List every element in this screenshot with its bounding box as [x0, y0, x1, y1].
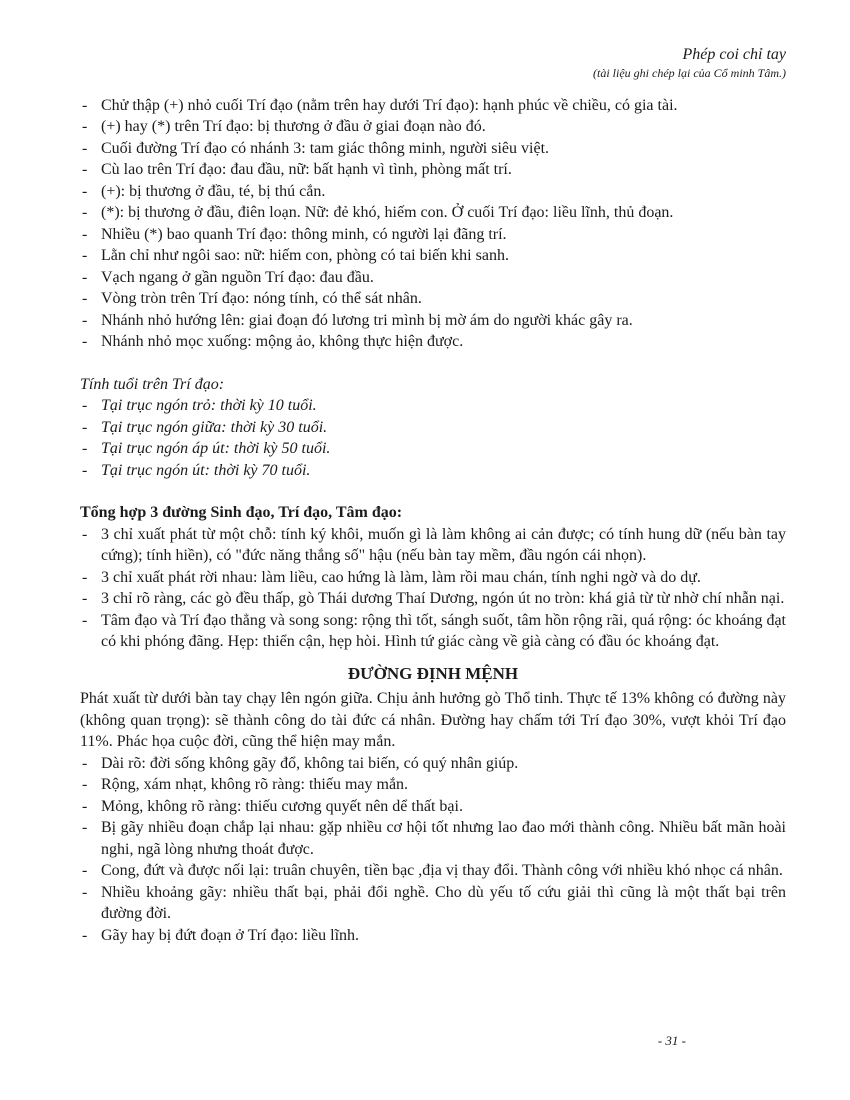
list-item-text: Cuối đường Trí đạo có nhánh 3: tam giác thông minh, người siêu việt.	[101, 139, 550, 157]
document-title: Phép coi chỉ tay	[682, 46, 786, 63]
list-item	[80, 524, 786, 567]
list-item	[80, 925, 786, 947]
dash-marker: -	[82, 883, 88, 901]
list-item-text: 3 chỉ rõ ràng, các gò đều thấp, gò Thái dương Thaí Dương, ngón út no tròn: khá giả từ từ nhờ chí nhẫn nại.	[101, 590, 785, 607]
list-item	[80, 796, 786, 818]
list-item	[80, 116, 786, 138]
list-item	[80, 138, 786, 160]
list-item	[80, 245, 786, 267]
list-item-text: Nhiều (*) bao quanh Trí đạo: thông minh, có người lại đãng trí.	[101, 225, 507, 243]
list-item-text: Gãy hay bị đứt đoạn ở Trí đạo: liều lĩnh.	[101, 926, 360, 944]
dash-marker: -	[82, 311, 88, 329]
dash-marker: -	[82, 525, 88, 543]
list-item	[80, 817, 786, 860]
list-item-text: Tại trục ngón út: thời kỳ 70 tuổi.	[101, 461, 311, 479]
list-item-text: Tâm đạo và Trí đạo thẳng và song song: rộng thì tốt, sángh suốt, tâm hồn rộng rãi, quá rộng: óc khoáng đạt có khi phóng đãng. Hẹp: thiển cận, hẹp hòi. Hình tứ giác càng về già càng có đầu óc khoáng đạt.	[101, 611, 786, 650]
list-item	[80, 860, 786, 882]
dash-marker: -	[82, 333, 88, 350]
dash-marker: -	[82, 247, 88, 264]
list-item-text: Mỏng, không rõ ràng: thiếu cương quyết nên dể thất bại.	[101, 797, 463, 815]
dash-marker: -	[82, 96, 88, 114]
list-item	[80, 224, 786, 246]
list-item-text: Chử thập (+) nhỏ cuối Trí đạo (nằm trên hay dưới Trí đạo): hạnh phúc về chiều, có gia tài.	[101, 96, 678, 114]
dash-marker: -	[82, 819, 88, 836]
list-item	[80, 267, 786, 289]
list-item-text: Dài rõ: đời sống không gãy đổ, không tai biến, có quý nhân giúp.	[101, 754, 519, 772]
dash-marker: -	[82, 862, 88, 879]
list-item-text: Cong, đứt và được nối lại: truân chuyên, tiền bạc ,địa vị thay đổi. Thành công với nhiều khó nhọc cá nhân.	[101, 862, 783, 879]
list-item-text: Vòng tròn trên Trí đạo: nóng tính, có thể sát nhân.	[101, 290, 422, 307]
dash-marker: -	[82, 418, 88, 436]
dash-marker: -	[82, 290, 88, 307]
dash-marker: -	[82, 754, 88, 772]
dash-marker: -	[82, 397, 88, 414]
list-item	[80, 288, 786, 310]
dash-marker: -	[82, 440, 88, 457]
list-item	[80, 202, 786, 224]
tri-dao-list	[80, 95, 786, 353]
list-item-text: Cù lao trên Trí đạo: đau đầu, nữ: bất hạnh vì tình, phòng mất trí.	[101, 161, 512, 178]
list-item-text: Tại trục ngón trỏ: thời kỳ 10 tuổi.	[101, 397, 317, 414]
list-item	[80, 610, 786, 653]
destiny-section-heading: ĐƯỜNG ĐỊNH MỆNH	[347, 663, 519, 683]
document-subtitle: (tài liệu ghi chép lại của Cổ minh Tâm.)	[593, 65, 786, 80]
page-number: - 31 -	[657, 1033, 686, 1048]
list-item-text: (+) hay (*) trên Trí đạo: bị thương ở đầu ở giai đoạn nào đó.	[101, 118, 486, 135]
list-item	[80, 567, 786, 589]
dash-marker: -	[82, 797, 88, 815]
list-item	[80, 882, 786, 925]
age-section-heading: Tính tuổi trên Trí đạo:	[80, 375, 225, 393]
age-list	[80, 395, 786, 481]
list-item-text: 3 chỉ xuất phát rời nhau: làm liều, cao hứng là làm, làm rồi mau chán, tính nghi ngờ và do dự.	[101, 568, 701, 586]
list-item	[80, 310, 786, 332]
list-item	[80, 417, 786, 439]
list-item-text: Tại trục ngón áp út: thời kỳ 50 tuổi.	[101, 440, 331, 457]
list-item-text: Vạch ngang ở gần nguồn Trí đạo: đau đầu.	[101, 268, 374, 286]
list-item	[80, 588, 786, 610]
page-header	[80, 44, 786, 81]
dash-marker: -	[82, 611, 88, 629]
list-item-text: Nhiều khoảng gãy: nhiều thất bại, phải đổi nghề. Cho dù yếu tố cứu giải thì cũng là một thất bại trên đường đời.	[101, 883, 786, 922]
dash-marker: -	[82, 118, 88, 135]
list-item	[80, 95, 786, 117]
dash-marker: -	[82, 204, 88, 221]
list-item	[80, 395, 786, 417]
destiny-intro-paragraph: Phát xuất từ dưới bàn tay chạy lên ngón giữa. Chịu ảnh hưởng gò Thổ tinh. Thực tế 13% không có đường này (không quan trọng): sẽ thành công do tài đức cá nhân. Đường hay chấm tới Trí đạo 30%, vượt khỏi Trí đạo 11%. Phác họa cuộc đời, cũng thể hiện may mắn.	[80, 690, 786, 750]
dash-marker: -	[82, 225, 88, 243]
list-item-text: Nhánh nhỏ hướng lên: giai đoạn đó lương tri mình bị mờ ám do người khác gây ra.	[101, 311, 633, 329]
list-item	[80, 753, 786, 775]
dash-marker: -	[82, 568, 88, 586]
list-item	[80, 181, 786, 203]
destiny-list	[80, 753, 786, 947]
list-item-text: (+): bị thương ở đầu, té, bị thú cắn.	[101, 182, 326, 200]
list-item	[80, 331, 786, 353]
list-item-text: Bị gãy nhiều đoạn chắp lại nhau: gặp nhiều cơ hội tốt nhưng lao đao mới thành công. Nhiều bất mãn hoài nghi, ngã lòng nhưng thoát được.	[101, 819, 786, 858]
summary-list	[80, 524, 786, 653]
list-item-text: Tại trục ngón giữa: thời kỳ 30 tuổi.	[101, 418, 328, 436]
dash-marker: -	[82, 139, 88, 157]
dash-marker: -	[82, 461, 88, 479]
dash-marker: -	[82, 590, 88, 607]
list-item	[80, 460, 786, 482]
dash-marker: -	[82, 182, 88, 200]
age-section	[80, 374, 786, 482]
list-item-text: 3 chỉ xuất phát từ một chỗ: tính ký khôi, muốn gì là làm không ai cản được; có tính hung dữ (nếu bàn tay cứng); tính hiền), có "đức năng thắng số" hậu (nếu bàn tay mềm, đầu ngón cái nhọn).	[101, 525, 786, 564]
list-item	[80, 438, 786, 460]
dash-marker: -	[82, 268, 88, 286]
dash-marker: -	[82, 161, 88, 178]
summary-section-heading: Tổng hợp 3 đường Sinh đạo, Trí đạo, Tâm đạo:	[80, 504, 403, 521]
list-item-text: (*): bị thương ở đầu, điên loạn. Nữ: đẻ khó, hiếm con. Ở cuối Trí đạo: liều lĩnh, thủ đoạn.	[101, 204, 674, 221]
list-item-text: Nhánh nhỏ mọc xuống: mộng ảo, không thực hiện được.	[101, 333, 464, 350]
list-item-text: Lằn chỉ như ngôi sao: nữ: hiếm con, phòng có tai biến khi sanh.	[101, 247, 509, 264]
list-item	[80, 774, 786, 796]
list-item	[80, 159, 786, 181]
dash-marker: -	[82, 926, 88, 944]
list-item-text: Rộng, xám nhạt, không rõ ràng: thiếu may mắn.	[101, 776, 409, 793]
dash-marker: -	[82, 776, 88, 793]
